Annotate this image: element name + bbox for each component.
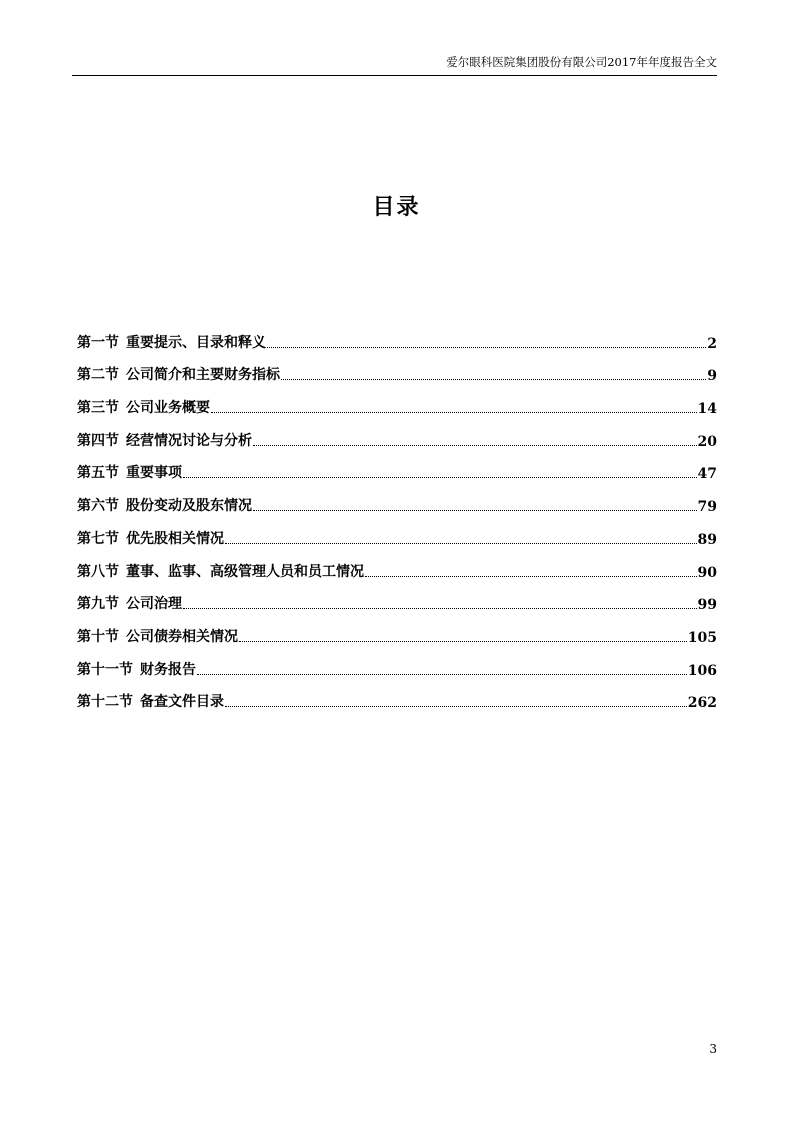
toc-section-label: 第四节 [77,432,119,449]
toc-page-number: 90 [697,564,717,581]
toc-entry-8[interactable] [77,548,717,581]
dot-leader [183,608,697,609]
toc-page-number: 106 [687,662,717,679]
dot-leader [197,674,687,675]
toc-page-number: 262 [687,695,717,712]
toc-entry-10[interactable] [77,613,717,646]
toc-entry-title: 重要事项 [126,465,182,482]
toc-page-number: 14 [697,401,717,418]
dot-leader [225,706,687,707]
toc-entry-1[interactable] [77,319,717,352]
toc-entry-title: 财务报告 [140,661,196,678]
toc-page-number: 89 [697,531,717,548]
toc-entry-11[interactable] [77,646,717,679]
toc-entry-6[interactable] [77,482,717,515]
dot-leader [183,477,697,478]
toc-entry-title: 经营情况讨论与分析 [126,432,252,449]
toc-entry-4[interactable] [77,417,717,450]
toc-section-label: 第八节 [77,563,119,580]
toc-entry-title: 重要提示、目录和释义 [126,334,266,351]
toc-entry-7[interactable] [77,515,717,548]
toc-page-number: 99 [697,597,717,614]
toc-section-label: 第三节 [77,400,119,417]
toc-section-label: 第十节 [77,628,119,645]
toc-page-number: 2 [707,335,717,352]
toc-section-label: 第一节 [77,334,119,351]
dot-leader [253,445,697,446]
toc-section-label: 第五节 [77,465,119,482]
dot-leader [267,347,706,348]
dot-leader [253,510,697,511]
toc-entry-title: 公司简介和主要财务指标 [126,367,280,384]
toc-section-label: 第六节 [77,498,119,515]
dot-leader [365,576,697,577]
toc-entry-9[interactable] [77,581,717,614]
dot-leader [281,379,706,380]
toc-section-label: 第十一节 [77,661,133,678]
toc-entry-title: 优先股相关情况 [126,530,224,547]
page-number: 3 [709,1042,717,1056]
dot-leader [225,543,697,544]
toc-section-label: 第七节 [77,530,119,547]
dot-leader [211,412,697,413]
toc-section-label: 第十二节 [77,694,133,711]
toc-entry-title: 备查文件目录 [140,694,224,711]
page-header [72,55,717,76]
toc-entry-3[interactable] [77,384,717,417]
toc-entry-title: 公司业务概要 [126,400,210,417]
toc-entry-5[interactable] [77,450,717,483]
toc-entry-2[interactable] [77,352,717,385]
toc-page-number: 79 [697,499,717,516]
toc-entry-12[interactable] [77,679,717,712]
toc-section-label: 第九节 [77,596,119,613]
toc-entry-title: 董事、监事、高级管理人员和员工情况 [126,563,364,580]
dot-leader [239,641,687,642]
toc-entry-title: 公司治理 [126,596,182,613]
toc-page-number: 20 [697,433,717,450]
toc-page-number: 47 [697,466,717,483]
page-title: 目录 [372,194,421,220]
header-text: 爱尔眼科医院集团股份有限公司2017年年度报告全文 [446,55,717,69]
toc-entry-title: 公司债券相关情况 [126,628,238,645]
table-of-contents [77,319,717,711]
toc-section-label: 第二节 [77,367,119,384]
toc-page-number: 105 [687,629,717,646]
toc-entry-title: 股份变动及股东情况 [126,498,252,515]
toc-page-number: 9 [707,368,717,385]
